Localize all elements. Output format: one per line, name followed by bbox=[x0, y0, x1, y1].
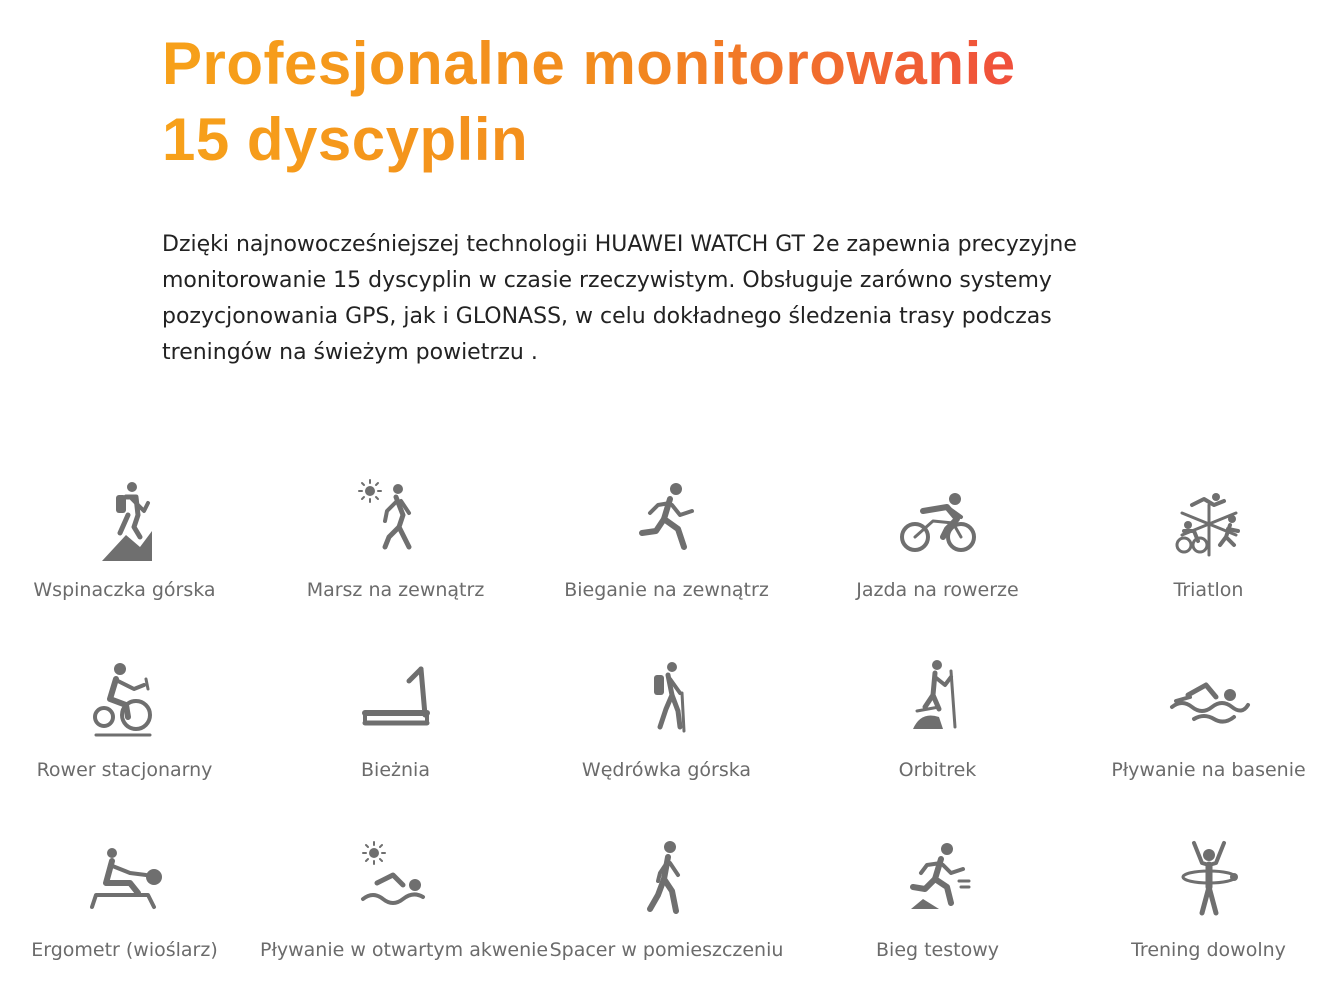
outdoor-walk-icon bbox=[351, 475, 441, 565]
discipline-tile-pool-swim bbox=[1073, 635, 1335, 805]
discipline-label: Triatlon bbox=[1173, 579, 1244, 601]
disciplines-grid bbox=[0, 455, 1335, 973]
page-title bbox=[162, 26, 1162, 178]
title-line-1: Profesjonalne monitorowanie bbox=[162, 30, 1016, 97]
discipline-tile-mountain-climbing bbox=[0, 455, 260, 625]
discipline-tile-cycling bbox=[802, 455, 1073, 625]
discipline-label: Wspinaczka górska bbox=[33, 579, 216, 601]
discipline-label: Bieżnia bbox=[361, 759, 430, 781]
treadmill-icon bbox=[351, 655, 441, 745]
cycling-icon bbox=[893, 475, 983, 565]
rowing-machine-icon bbox=[80, 835, 170, 925]
indoor-walk-icon bbox=[622, 835, 712, 925]
discipline-tile-free-training bbox=[1073, 815, 1335, 985]
discipline-label: Jazda na rowerze bbox=[856, 579, 1019, 601]
discipline-tile-hiking bbox=[531, 635, 802, 805]
discipline-tile-indoor-walk bbox=[531, 815, 802, 985]
free-training-icon bbox=[1164, 835, 1254, 925]
discipline-label: Bieganie na zewnątrz bbox=[564, 579, 769, 601]
triathlon-icon bbox=[1164, 475, 1254, 565]
title-line-2: 15 dyscyplin bbox=[162, 106, 529, 173]
discipline-tile-outdoor-walk bbox=[260, 455, 531, 625]
discipline-tile-elliptical bbox=[802, 635, 1073, 805]
indoor-cycle-icon bbox=[80, 655, 170, 745]
discipline-label: Orbitrek bbox=[898, 759, 977, 781]
discipline-label: Trening dowolny bbox=[1131, 939, 1286, 961]
hiking-icon bbox=[622, 655, 712, 745]
discipline-label: Spacer w pomieszczeniu bbox=[549, 939, 784, 961]
discipline-label: Ergometr (wioślarz) bbox=[31, 939, 218, 961]
discipline-label: Marsz na zewnątrz bbox=[306, 579, 485, 601]
discipline-tile-running-test bbox=[802, 815, 1073, 985]
description-text: Dzięki najnowocześniejszej technologii HUAWEI WATCH GT 2e zapewnia precyzyjne monitorowanie 15 dyscyplin w czasie rzeczywistym. Obsługuje zarówno systemy pozycjonowania GPS, jak i GLONASS, w celu dokładnego śledzenia trasy podczas treningów na świeżym powietrzu . bbox=[162, 232, 1077, 365]
discipline-tile-open-water-swim bbox=[260, 815, 549, 985]
mountain-climbing-icon bbox=[80, 475, 170, 565]
discipline-tile-indoor-cycle bbox=[0, 635, 260, 805]
discipline-label: Pływanie na basenie bbox=[1111, 759, 1306, 781]
discipline-label: Wędrówka górska bbox=[581, 759, 752, 781]
discipline-label: Pływanie w otwartym akwenie bbox=[260, 939, 549, 961]
discipline-tile-triathlon bbox=[1073, 455, 1335, 625]
open-water-swim-icon bbox=[351, 835, 441, 925]
running-test-icon bbox=[893, 835, 983, 925]
pool-swim-icon bbox=[1164, 655, 1254, 745]
discipline-tile-outdoor-run bbox=[531, 455, 802, 625]
discipline-tile-rowing-machine bbox=[0, 815, 260, 985]
outdoor-run-icon bbox=[622, 475, 712, 565]
discipline-label: Rower stacjonarny bbox=[36, 759, 213, 781]
elliptical-icon bbox=[893, 655, 983, 745]
discipline-tile-treadmill bbox=[260, 635, 531, 805]
discipline-label: Bieg testowy bbox=[876, 939, 999, 961]
